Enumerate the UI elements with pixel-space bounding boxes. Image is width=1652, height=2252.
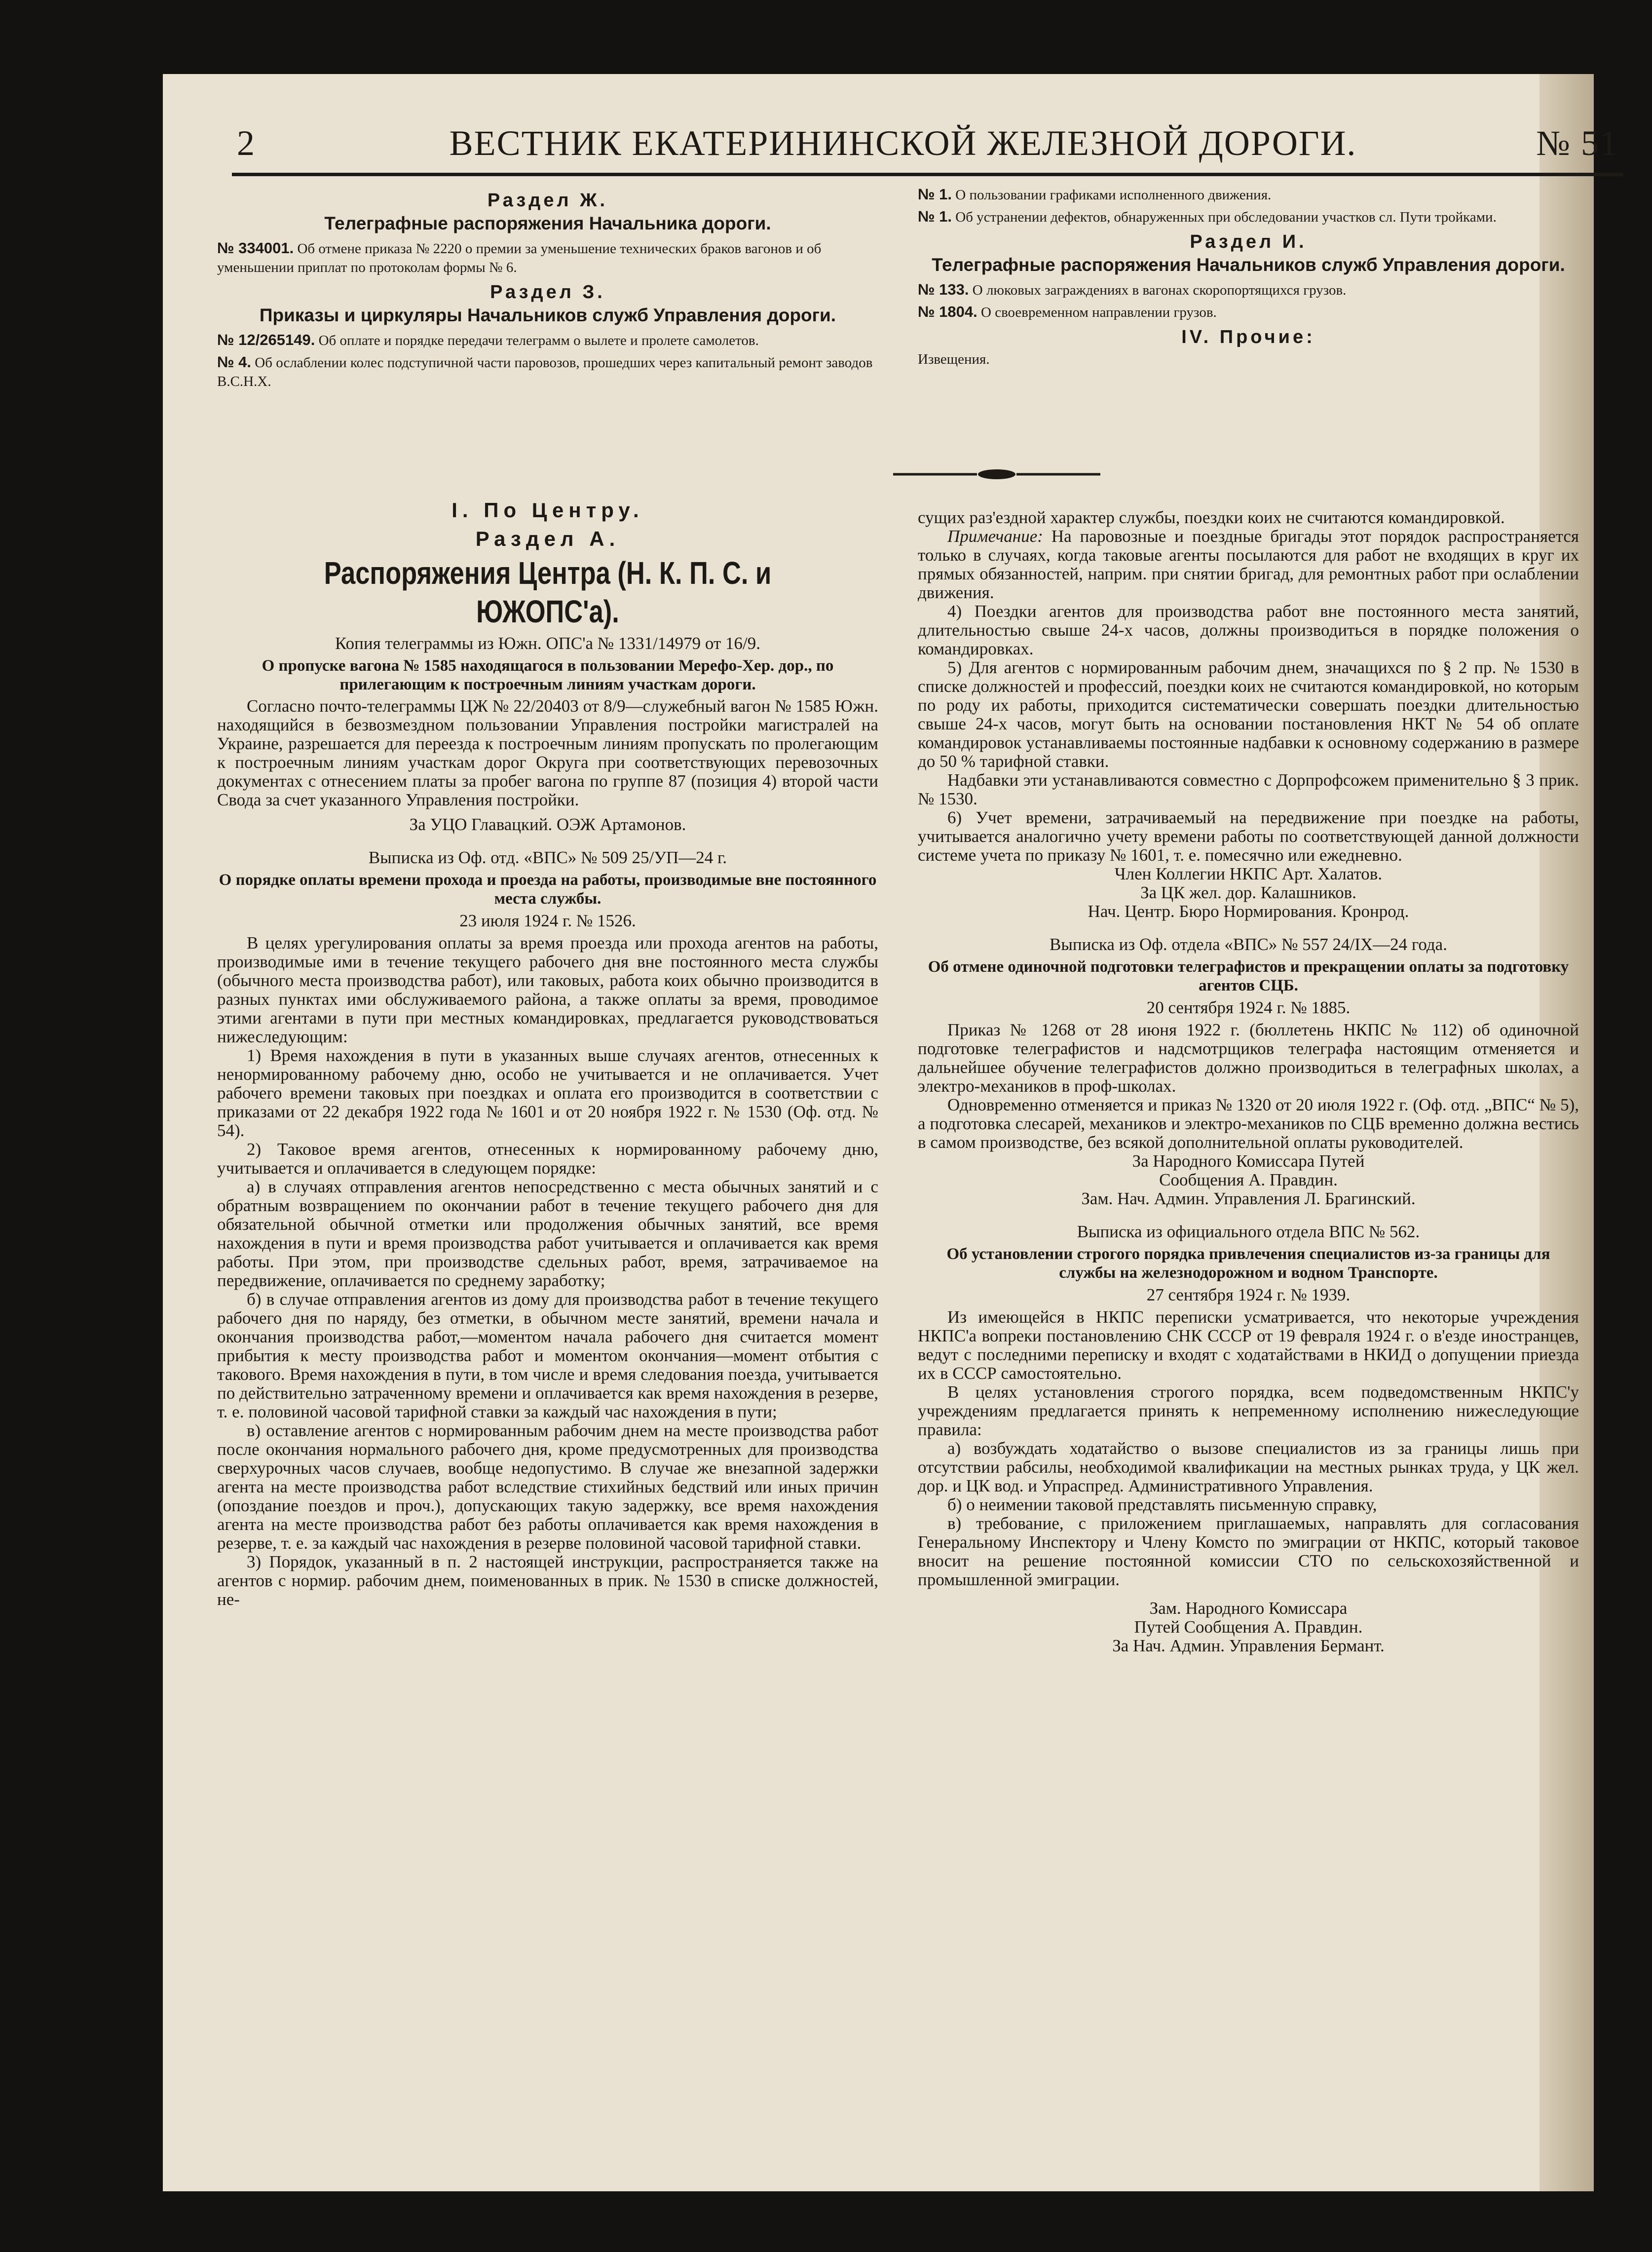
newspaper-page (163, 74, 1618, 2191)
article-heading: О пропуске вагона № 1585 находящагося в пользовании Мерефо-Хер. дор., по прилегающим к построечным линиям участкам дороги. (262, 657, 834, 693)
article-heading: О порядке оплаты времени прохода и проезда на работы, производимые вне постоянного места службы. (219, 871, 877, 908)
section-big-title: Распоряжения Центра (Н. К. П. С. и ЮЖОПС'а). (324, 555, 772, 629)
paragraph: Из имеющейся в НКПС переписки усматривается, что некоторые учреждения НКПС'а вопреки постановлению СНК СССР от 19 февраля 1924 г. о в'езде иностранцев, ведут с последними переписку и входят с ходатайствами в НКИД о допущении приезда их в СССР самостоятельно. (918, 1307, 1579, 1383)
toc-section-i-title: Раздел И. (1190, 231, 1307, 252)
toc-item: № 133. О люковых заграждениях в вагонах скоропортящихся грузов. (918, 281, 1347, 298)
paragraph: 2) Таковое время агентов, отнесенных к нормированному рабочему дню, учитывается и оплачивается в следующем порядке: (217, 1140, 878, 1178)
toc-left (217, 185, 878, 442)
toc-section-zh-heading: Телеграфные распоряжения Начальника дороги. (324, 213, 771, 233)
paragraph: Одновременно отменяется и приказ № 1320 от 20 июля 1922 г. (Оф. отд. „ВПС“ № 5), а подготовка слесарей, механиков и электро-механиков по СЦБ временно должна вестись в самом производстве, без всякой дополнительной оплаты руководителей. (918, 1095, 1579, 1152)
paragraph: 4) Поездки агентов для производства работ вне постоянного места занятий, длительностью свыше 24-х часов, должны производиться в порядке положения о командировках. (918, 602, 1579, 658)
paragraph: Надбавки эти устанавливаются совместно с Дорпрофсожем применительно § 3 прик. № 1530. (918, 770, 1579, 808)
paragraph: 6) Учет времени, затрачиваемый на передвижение при поездке на работы, учитывается аналогично учету времени работы по соответствующей данной должности системе учета по приказу № 1601, т. е. помесячно или ежедневно. (918, 808, 1579, 865)
part-title: I. По Центру. (451, 498, 644, 522)
toc-item: № 1. О пользовании графиками исполненного движения. (918, 186, 1272, 203)
issue-number: № 51 (1536, 123, 1618, 163)
order-date: 20 сентября 1924 г. № 1885. (1146, 998, 1351, 1017)
signature: Зам. Народного Комиссара (1149, 1599, 1348, 1618)
paragraph: Приказ № 1268 от 28 июня 1922 г. (бюллетень НКПС № 112) об одиночной подготовке телеграфистов и надсмотрщиков телеграфа настоящим отменяется и дальнейшее обучение телеграфистов должно производиться в телеграфных школах, а электро-механиков в проф-школах. (918, 1020, 1579, 1096)
article-heading: Об установлении строгого порядка привлечения специалистов из-за границы для службы на железнодорожном и водном Транспорте. (946, 1245, 1550, 1282)
toc-item: № 1804. О своевременном направлении грузов. (918, 303, 1217, 320)
order-date: 23 июля 1924 г. № 1526. (459, 911, 636, 930)
paragraph: 5) Для агентов с нормированным рабочим днем, значащихся по § 2 пр. № 1530 в списке должностей и профессий, поездки коих не считаются командировкой, но которым по роду их работы, приходится систематически совершать поездки длительностью свыше 24-х часов, могут быть на основании постановления НКТ № 54 об оплате командировок устанавливаемы постоянные надбавки к основному содержанию в размере до 50 % тарифной ставки. (918, 658, 1579, 771)
article-heading: Об отмене одиночной подготовки телеграфистов и прекращении оплаты за подготовку агентов СЦБ. (928, 958, 1569, 994)
paragraph: Согласно почто-телеграммы ЦЖ № 22/20403 от 8/9—служебный вагон № 1585 Южн. находящийся в безвозмездном пользовании Управления постройки магистралей на Украине, разрешается для переезда к построечным линиям пропускать по пролегающим к построечным линиям участкам дорог Округа при соответствующих перевозочных документах с отнесением платы за пробег вагона по группе 87 (позиция 4) второй части Свода за счет указанного Управления постройки. (217, 696, 878, 809)
toc-item: № 4. Об ослаблении колес подступичной части паровозов, прошедших через капитальный ремонт заводов В.С.Н.Х. (217, 353, 873, 389)
paragraph: б) в случае отправления агентов из дому для производства работ в течение текущего рабочего дня по наряду, без отметки, в обычном месте занятий, времени начала и окончания производства работ,—моментом начала рабочего дня считается момент прибытия к месту производства работ и моментом окончания—момент отбытия с такового. Время нахождения в пути, в том числе и время следования поезда, учитывается по действительно затраченному времени и оплачивается как время нахождения в резерве, т. е. половиной часовой тарифной ставки за каждый час нахождения в пути; (217, 1290, 878, 1421)
paragraph: в) оставление агентов с нормированным рабочим днем на месте производства работ после окончания нормального рабочего дня, кроме предусмотренных для производства сверхурочных часов случаев, вообще недопустимо. В случае же внезапной задержки агента на месте производства работ вследствие стихийных бедствий или иных причин (опоздание поездов и проч.), допускающих такую задержку, все время нахождения агента на месте производства работ без работы оплачивается как время нахождения в резерве, т. е. за каждый час нахождения в резерве половиной часовой тарифной ставки. (217, 1421, 878, 1553)
signature: За Народного Комиссара Путей (1132, 1151, 1365, 1171)
toc-item: № 12/265149. Об оплате и порядке передачи телеграмм о вылете и пролете самолетов. (217, 331, 759, 348)
paragraph: В целях урегулирования оплаты за время проезда или прохода агентов на работы, производимые ими в течение текущего рабочего дня вне постоянного места службы (обычного места производства работ), или таковых, работа коих обычно производится в разных пунктах ими обслуживаемого района, а также оплаты за время, проводимое этими агентами в пути при местных командировках, предлагается руководствоваться нижеследующим: (217, 933, 878, 1046)
toc-section-other-title: IV. Прочие: (1181, 327, 1315, 347)
signature: Зам. Нач. Админ. Управления Л. Брагинский. (1081, 1189, 1416, 1208)
page-header (237, 121, 1618, 165)
paragraph: В целях установления строгого порядка, всем подведомственным НКПС'у учреждениям предлагается принять к непременному исполнению нижеследующие правила: (918, 1382, 1579, 1439)
newspaper-title: ВЕСТНИК ЕКАТЕРИНИНСКОЙ ЖЕЛЕЗНОЙ ДОРОГИ. (449, 123, 1357, 163)
paragraph: а) возбуждать ходатайство о вызове специалистов из за границы лишь при отсутствии рабсилы, необходимой квалификации на местных рынках труда, у ЦК жел. дор. и ЦК вод. и Упраспред. Административного Управления. (918, 1439, 1579, 1495)
extract-line: Выписка из Оф. отдела «ВПС» № 557 24/IX—24 года. (1050, 935, 1447, 954)
signature: Нач. Центр. Бюро Нормирования. Кронрод. (1088, 902, 1409, 921)
extract-line: Выписка из официального отдела ВПС № 562. (1077, 1222, 1420, 1241)
paragraph: сущих раз'ездной характер службы, поездки коих не считаются командировкой. (918, 508, 1505, 527)
right-column (918, 508, 1579, 2172)
toc-item: № 1. Об устранении дефектов, обнаруженных при обследовании участков сл. Пути тройками. (918, 208, 1497, 225)
order-date: 27 сентября 1924 г. № 1939. (1146, 1285, 1351, 1304)
signature: За УЦО Главацкий. ОЭЖ Артамонов. (409, 815, 686, 834)
left-column (217, 498, 878, 2172)
paragraph: б) о неимении таковой представлять письменную справку, (947, 1495, 1377, 1514)
signature: За Нач. Админ. Управления Бермант. (1112, 1636, 1385, 1655)
paragraph: 1) Время нахождения в пути в указанных выше случаях агентов, отнесенных к ненормированному рабочему дню, особо не учитывается и не оплачивается. Учет рабочего времени таковых при поездках и оплата его производится в соответствии с приказами от 22 декабря 1922 года № 1601 и от 20 ноября 1922 г. № 1530 (Оф. отд. № 54). (217, 1046, 878, 1140)
ornament-divider (893, 467, 1100, 482)
header-rule (232, 173, 1623, 176)
toc-section-z-title: Раздел З. (490, 282, 605, 303)
signature: За ЦК жел. дор. Калашников. (1140, 883, 1356, 902)
extract-line: Выписка из Оф. отд. «ВПС» № 509 25/УП—24 г. (368, 848, 727, 867)
toc-item: Извещения. (918, 351, 990, 367)
toc-section-z-heading: Приказы и циркуляры Начальников служб Управления дороги. (259, 305, 836, 325)
toc-section-zh-title: Раздел Ж. (487, 190, 608, 211)
note-paragraph: Примечание: На паровозные и поездные бригады этот порядок распространяется только в случаях, когда таковые агенты посылаются для работ не входящих в круг их прямых обязанностей, наприм. при снятии бригад, для ремонтных работ при ослаблении движения. (918, 527, 1579, 602)
paragraph: а) в случаях отправления агентов непосредственно с места обычных занятий и с обратным возвращением по окончании работ в течение текущего рабочего дня для обязательной обычной отметки или продолжения обычных занятий, все время нахождения в пути и время производства работ учитывается и оплачивается как время работы. При этом, при производстве сдельных работ, время, затрачиваемое на передвижение, оплачивается по среднему заработку; (217, 1177, 878, 1290)
toc-section-i-heading: Телеграфные распоряжения Начальников служб Управления дороги. (932, 255, 1565, 275)
razdel-title: Раздел А. (475, 527, 620, 550)
signature: Путей Сообщения А. Правдин. (1134, 1617, 1363, 1637)
copy-line: Копия телеграммы из Южн. ОПС'а № 1331/14979 от 16/9. (335, 634, 760, 653)
toc-right (918, 185, 1579, 442)
paragraph: в) требование, с приложением приглашаемых, направлять для согласования Генеральному Инспектору и Члену Комсто по эмиграции от НКПС, который таковое вносит на решение постоянной комиссии СТО по сельскохозяйственной и промышленной эмиграции. (918, 1514, 1579, 1589)
page-number: 2 (237, 123, 256, 163)
signature: Сообщения А. Правдин. (1159, 1170, 1338, 1189)
toc-item: № 334001. Об отмене приказа № 2220 о премии за уменьшение технических браков вагонов и об уменьшении приплат по протоколам формы № 6. (217, 239, 822, 275)
paragraph: 3) Порядок, указанный в п. 2 настоящей инструкции, распространяется также на агентов с нормир. рабочим днем, поименованных в прик. № 1530 в списке должностей, не- (217, 1552, 878, 1609)
signature: Член Коллегии НКПС Арт. Халатов. (1114, 864, 1383, 883)
